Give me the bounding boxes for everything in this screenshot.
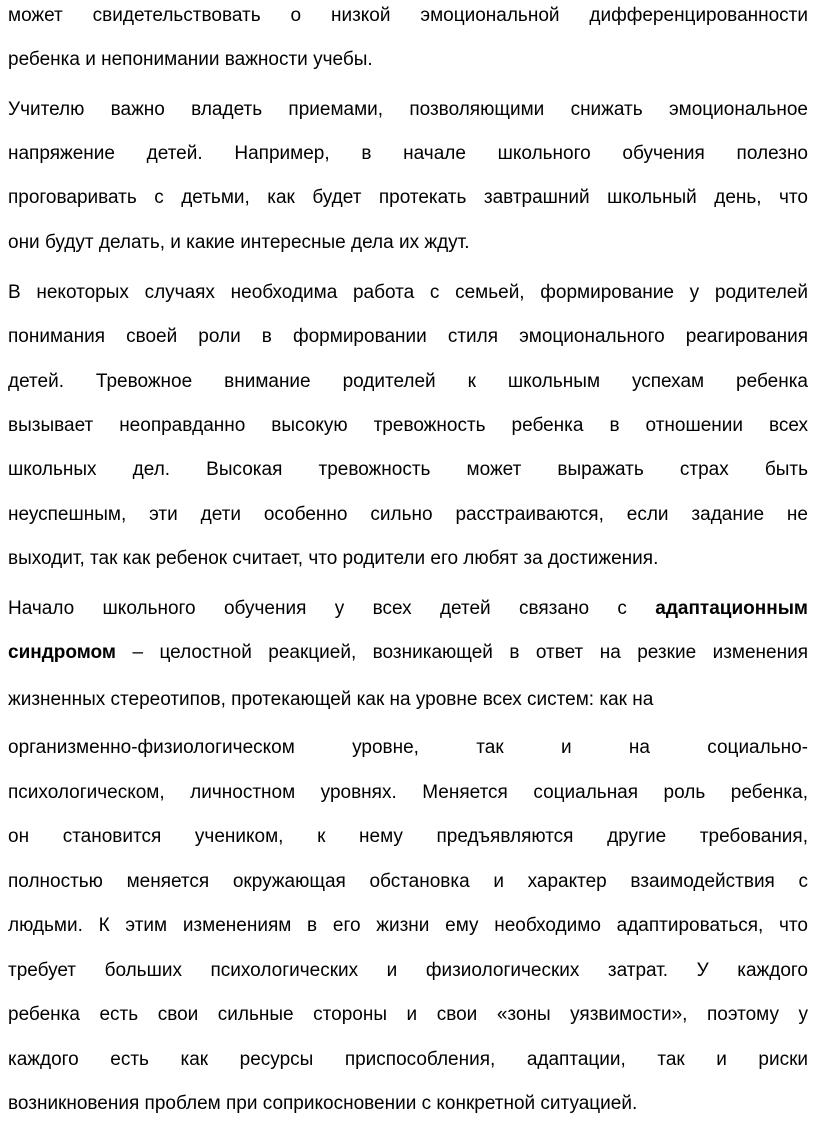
text-line: В некоторых случаях необходима работа с семьей, формирование у родителей	[8, 282, 808, 303]
text-line: выходит, так как ребенок считает, что родители его любят за достижения.	[8, 548, 659, 569]
text-line: понимания своей роли в формировании стиля эмоционального реагирования	[8, 326, 808, 347]
text-line: каждого есть как ресурсы приспособления, адаптации, так и риски	[8, 1049, 808, 1070]
text-line: жизненных стереотипов, протекающей как на уровне всех систем: как на	[8, 689, 654, 710]
text-line: ребенка и непонимании важности учебы.	[8, 49, 373, 70]
text-line: полностью меняется окружающая обстановка и характер взаимодействия с	[8, 871, 808, 892]
text-line	[8, 594, 808, 624]
text-line: неуспешным, эти дети особенно сильно расстраиваются, если задание не	[8, 504, 808, 525]
text-line: организменно-физиологическом уровне, так и на социально-	[8, 737, 808, 758]
text-line: он становится учеником, к нему предъявляются другие требования,	[8, 826, 808, 847]
text-line	[8, 638, 808, 668]
text-segment: – целостной реакцией, возникающей в ответ на резкие изменения	[132, 642, 808, 663]
text-line: проговаривать с детьми, как будет протекать завтрашний школьный день, что	[8, 187, 808, 208]
text-line: ребенка есть свои сильные стороны и свои «зоны уязвимости», поэтому у	[8, 1004, 808, 1025]
text-line: людьми. К этим изменениям в его жизни ему необходимо адаптироваться, что	[8, 915, 808, 936]
text-line: требует больших психологических и физиологических затрат. У каждого	[8, 960, 808, 981]
bold-term: адаптационным	[655, 598, 808, 619]
text-segment: Начало школьного обучения у всех детей связано с	[8, 598, 627, 619]
text-line: психологическом, личностном уровнях. Меняется социальная роль ребенка,	[8, 782, 808, 803]
text-line: они будут делать, и какие интересные дела их ждут.	[8, 232, 470, 253]
text-line: может свидетельствовать о низкой эмоциональной дифференцированности	[8, 5, 808, 26]
text-line: Учителю важно владеть приемами, позволяющими снижать эмоциональное	[8, 99, 808, 120]
text-line: детей. Тревожное внимание родителей к школьным успехам ребенка	[8, 371, 808, 392]
bold-term: синдромом	[8, 642, 116, 663]
text-line: напряжение детей. Например, в начале школьного обучения полезно	[8, 143, 808, 164]
text-line: вызывает неоправданно высокую тревожность ребенка в отношении всех	[8, 415, 808, 436]
text-line: школьных дел. Высокая тревожность может выражать страх быть	[8, 459, 808, 480]
text-line: возникновения проблем при соприкосновении с конкретной ситуацией.	[8, 1093, 638, 1114]
